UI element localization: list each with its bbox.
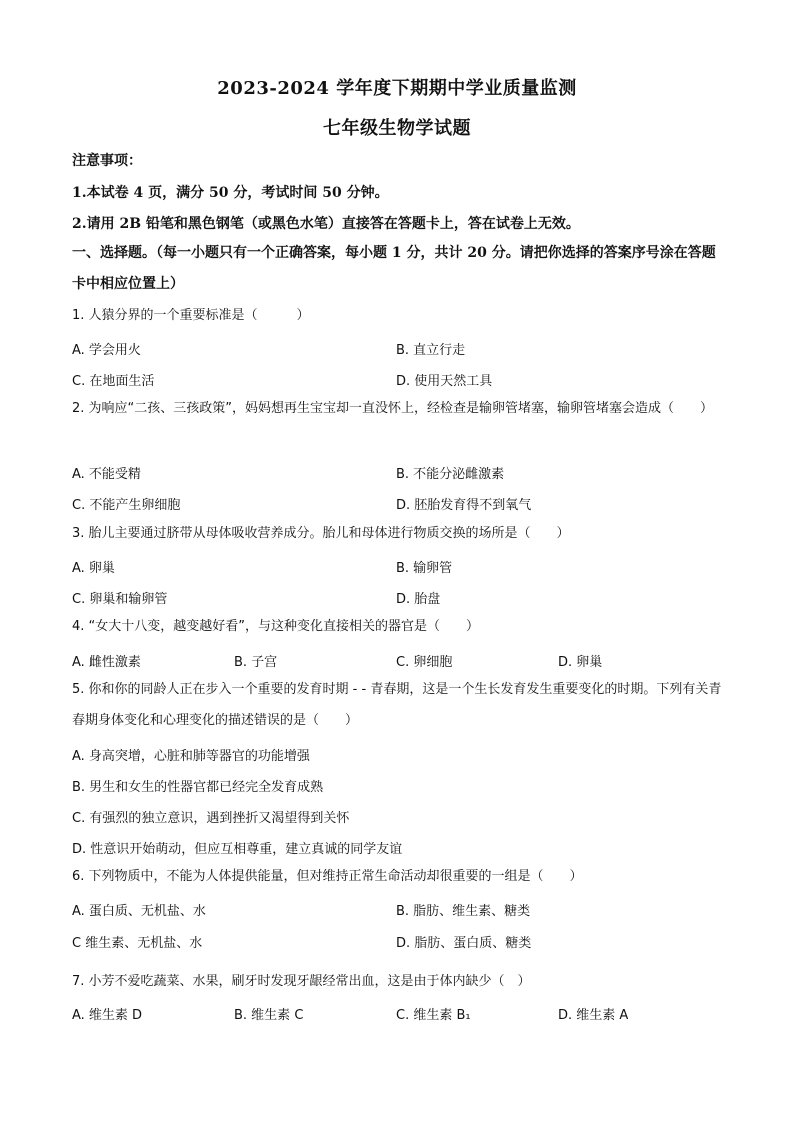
q6-option-b: B. 脂肪、维生素、糖类	[396, 904, 531, 919]
question-3-stem: 3. 胎儿主要通过脐带从母体吸收营养成分。胎儿和母体进行物质交换的场所是（ ）	[72, 526, 570, 541]
question-5-stem: 5. 你和你的同龄人正在步入一个重要的发育时期 - - 青春期，这是一个生长发育发生重要变化的时期。下列有关青春期身体变化和心理变化的描述错误的是（ ）	[72, 682, 722, 728]
exam-subtitle: 七年级生物学试题	[323, 118, 471, 139]
question-4-stem: 4. “女大十八变，越变越好看”，与这种变化直接相关的器官是（ ）	[72, 619, 480, 634]
section-heading: 一、选择题。（每一小题只有一个正确答案，每小题 1 分，共计 20 分。请把你选择的答案序号涂在答题卡中相应位置上）	[72, 245, 716, 292]
q5-option-b: B. 男生和女生的性器官都已经完全发育成熟	[72, 780, 324, 795]
q1-option-b: B. 直立行走	[396, 343, 466, 358]
q4-option-c: C. 卵细胞	[396, 655, 453, 670]
question-6-stem: 6. 下列物质中，不能为人体提供能量，但对维持正常生命活动却很重要的一组是（ ）	[72, 869, 583, 884]
q5-option-c: C. 有强烈的独立意识，遇到挫折又渴望得到关怀	[72, 811, 350, 826]
question-2-stem: 2. 为响应“二孩、三孩政策”，妈妈想再生宝宝却一直没怀上，经检查是输卵管堵塞，输卵管堵塞会造成（ ）	[72, 401, 714, 416]
q3-option-d: D. 胎盘	[396, 592, 441, 607]
q5-option-d: D. 性意识开始萌动，但应互相尊重，建立真诚的同学友谊	[72, 842, 403, 857]
note-2: 2.请用 2B 铅笔和黑色钢笔（或黑色水笔）直接答在答题卡上，答在试卷上无效。	[72, 216, 580, 232]
q6-option-c: C 维生素、无机盐、水	[72, 936, 203, 951]
q6-option-d: D. 脂肪、蛋白质、糖类	[396, 936, 532, 951]
q4-option-a: A. 雌性激素	[72, 655, 141, 670]
q1-option-c: C. 在地面生活	[72, 374, 155, 389]
q7-option-b: B. 维生素 C	[234, 1008, 304, 1023]
q1-option-d: D. 使用天然工具	[396, 374, 493, 389]
q4-option-b: B. 子宫	[234, 655, 278, 670]
q2-option-c: C. 不能产生卵细胞	[72, 498, 181, 513]
q7-option-a: A. 维生素 D	[72, 1008, 143, 1023]
q7-option-d: D. 维生素 A	[558, 1008, 629, 1023]
exam-title: 2023-2024 学年度下期期中学业质量监测	[217, 78, 577, 99]
q4-option-d: D. 卵巢	[558, 655, 603, 670]
q7-option-c: C. 维生素 B₁	[396, 1008, 471, 1023]
q1-option-a: A. 学会用火	[72, 343, 141, 358]
q3-option-a: A. 卵巢	[72, 561, 115, 576]
question-1-stem: 1. 人猿分界的一个重要标准是（ ）	[72, 308, 310, 323]
q2-option-d: D. 胚胎发育得不到氧气	[396, 498, 532, 513]
notes-heading: 注意事项：	[72, 153, 142, 169]
q3-option-c: C. 卵巢和输卵管	[72, 592, 168, 607]
q5-option-a: A. 身高突增，心脏和肺等器官的功能增强	[72, 749, 310, 764]
q2-option-a: A. 不能受精	[72, 467, 141, 482]
q3-option-b: B. 输卵管	[396, 561, 453, 576]
note-1: 1.本试卷 4 页，满分 50 分，考试时间 50 分钟。	[72, 185, 389, 201]
q6-option-a: A. 蛋白质、无机盐、水	[72, 904, 206, 919]
q2-option-b: B. 不能分泌雌激素	[396, 467, 505, 482]
question-7-stem: 7. 小芳不爱吃蔬菜、水果，刷牙时发现牙龈经常出血，这是由于体内缺少（ ）	[72, 974, 531, 989]
